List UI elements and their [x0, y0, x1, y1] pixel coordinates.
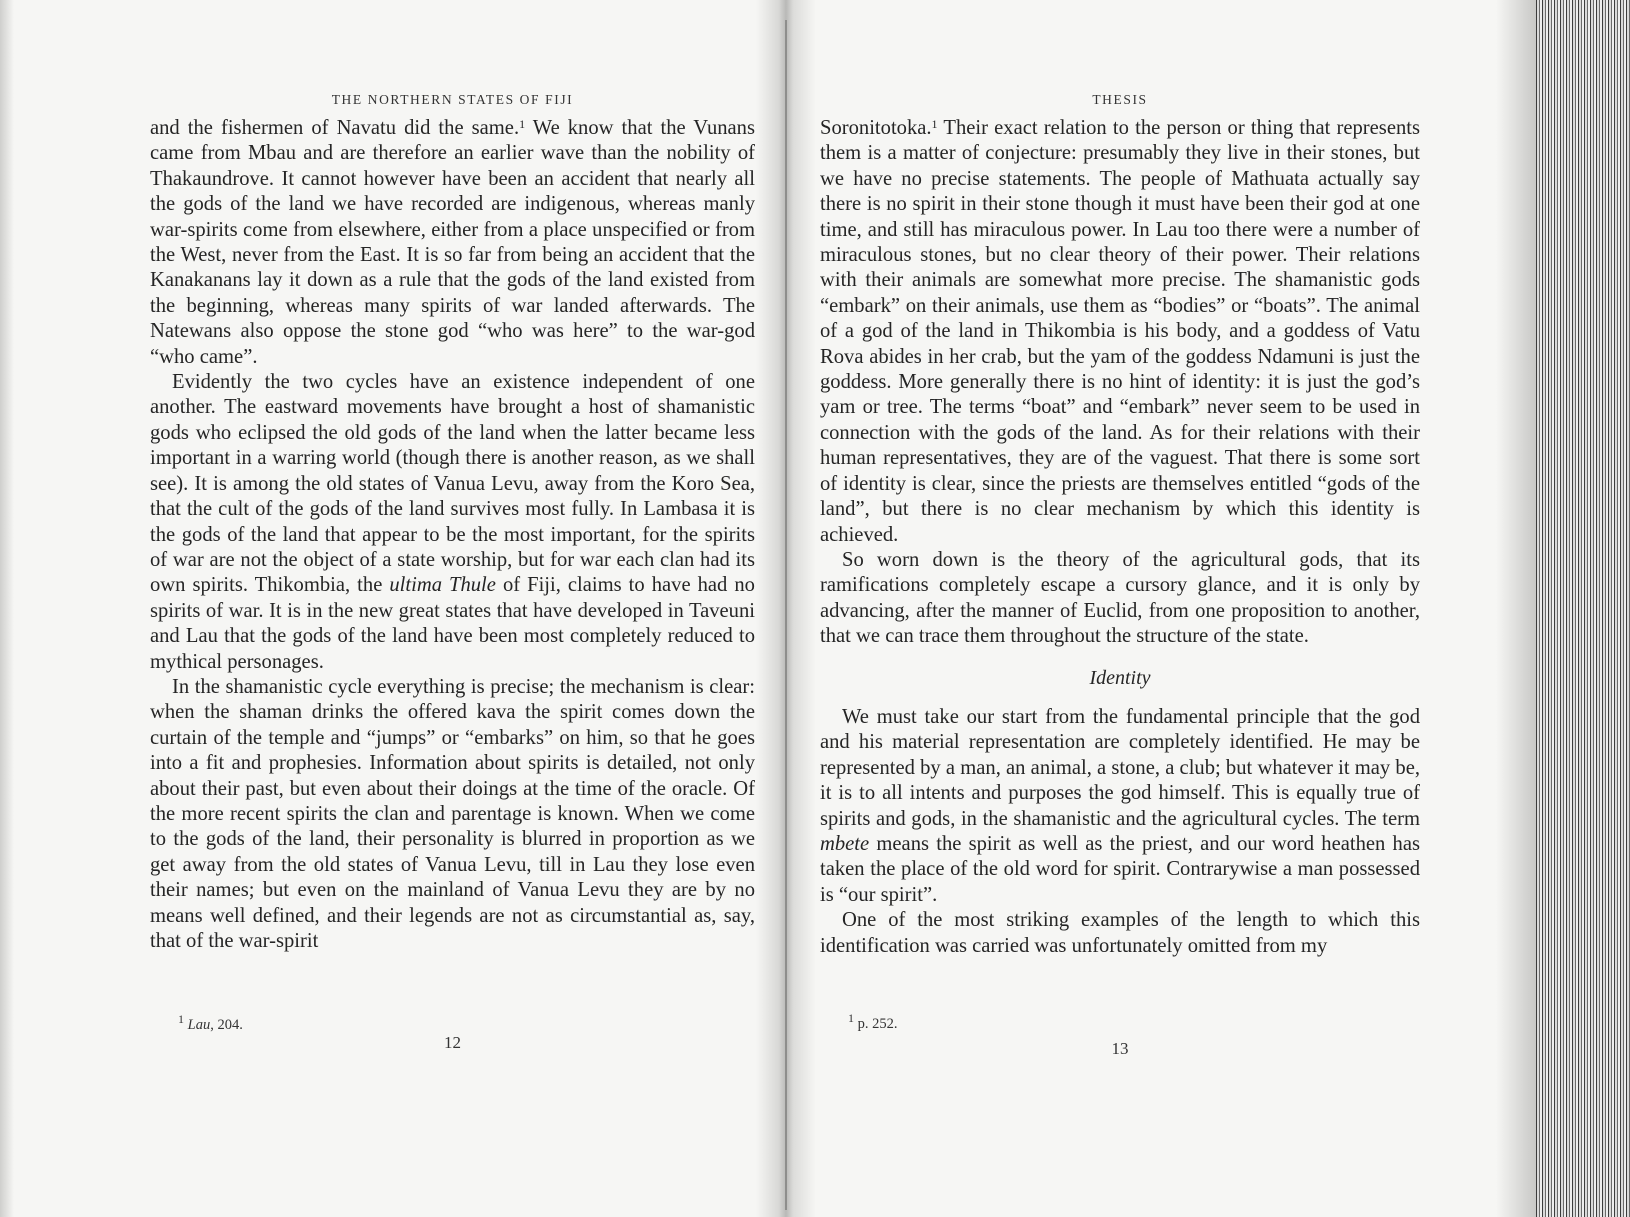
body-text — [820, 116, 1420, 959]
paragraph — [820, 705, 1420, 908]
footnote — [848, 1011, 898, 1033]
text-run: So worn down is the theory of the agricultural gods, that its ramifications completely escape a cursory glance, and it is only by advancing, after the manner of Euclid, from one proposition to another, that we can trace them throughout the structure of the state. — [820, 548, 1420, 648]
paragraph — [150, 370, 755, 675]
paragraph — [820, 548, 1420, 650]
text-run: We know that the Vunans came from Mbau and are therefore an earlier wave than the nobility of Thakaundrove. It cannot however have been an accident that nearly all the gods of the land we have recorded are indigenous, whereas manly war-spirits come from elsewhere, either from a place unspecified or from the West, never from the East. It is so far from being an accident that the Kanakanans lay it down as a rule that the gods of the land existed from the beginning, whereas many spirits of war landed afterwards. The Natewans also oppose the stone god “who was here” to the war-god “who came”. — [150, 117, 755, 368]
footnote — [178, 1012, 243, 1034]
paragraph — [820, 116, 1420, 548]
paragraph — [820, 908, 1420, 959]
running-head: THE NORTHERN STATES OF FIJI — [331, 92, 574, 107]
page-edge-shadow — [0, 0, 14, 1217]
text-run: One of the most striking examples of the length to which this identification was carried was unfortunately omitted from my — [820, 909, 1420, 957]
text-run: Soronitotoka. — [820, 117, 932, 139]
footnote-marker: 1 — [519, 117, 526, 131]
gutter-fold-line — [785, 20, 787, 1210]
page-number: 12 — [444, 1033, 461, 1052]
page-stack-edges — [1536, 0, 1630, 1217]
text-run: and the fishermen of Navatu did the same. — [150, 117, 520, 139]
text-run: We must take our start from the fundamental principle that the god and his material representation are completely identified. He may be represented by a man, an animal, a stone, a club; but whatever it may be, it is to all intents and purposes the god himself. This is equally true of spirits and gods, in the shamanistic and the agricultural cycles. The term — [820, 705, 1420, 830]
footnote-mark: 1 — [848, 1011, 854, 1025]
paragraph — [150, 675, 755, 954]
section-heading: Identity — [1089, 666, 1151, 689]
footnote-marker: 1 — [931, 117, 938, 131]
italic-phrase: mbete — [820, 832, 870, 855]
italic-phrase: ultima Thule — [389, 574, 496, 597]
page-stack-shadow — [1496, 0, 1536, 1217]
paragraph — [150, 116, 755, 370]
text-run: of Fiji, claims to have had no spirits of war. It is in the new great states that have developed in Taveuni and Lau that the gods of the land have been most completely reduced to mythical personages. — [150, 574, 755, 673]
running-head: THESIS — [1092, 92, 1148, 107]
text-run: means the spirit as well as the priest, and our word heathen has taken the place of the old word for spirit. Contrarywise a man possessed is “our spirit”. — [820, 832, 1420, 906]
body-text — [150, 116, 755, 954]
footnote-text: p. 252. — [854, 1016, 898, 1032]
right-page — [820, 0, 1420, 1217]
text-run: Evidently the two cycles have an existence independent of one another. The eastward movements have brought a host of shamanistic gods who eclipsed the old gods of the land when the latter became less important in a warring world (though there is another reason, as we shall see). It is among the old states of Vanua Levu, away from the Koro Sea, that the cult of the gods of the land survives most fully. In Lambasa it is the gods of the land that appear to be the most important, for the spirits of war are not the object of a state worship, but for war each clan had its own spirits. Thikombia, the — [150, 371, 755, 597]
text-run: Their exact relation to the person or thing that represents them is a matter of conjecture: presumably they live in their stones, but we have no precise statements. The people of Mathuata actually say there is no spirit in their stone though it must have been their god at one time, and still has miraculous power. In Lau too there were a number of miraculous stones, but no clear theory of their power. Their relations with their animals are somewhat more precise. The shamanistic gods “embark” on their animals, use them as “bodies” or “boats”. The animal of a god of the land in Thikombia is his body, and a goddess of Vatu Rova abides in her crab, but the yam of the goddess Ndamuni is just the goddess. More generally there is no hint of identity: it is just the god’s yam or tree. The terms “boat” and “embark” never seem to be used in connection with the gods of the land. As for their relations with their human representatives, they are of the vaguest. That there is some sort of identity is clear, since the priests are themselves entitled “gods of the land”, but there is no clear mechanism by which this identity is achieved. — [820, 117, 1420, 546]
text-run: In the shamanistic cycle everything is precise; the mechanism is clear: when the shaman drinks the offered kava the spirit comes down the curtain of the temple and “jumps” or “embarks” on him, so that he goes into a fit and prophesies. Information about spirits is detailed, not only about their past, but even about their doings at the time of the oracle. Of the more recent spirits the clan and parentage is known. When we come to the gods of the land, their personality is blurred in proportion as we get away from the old states of Vanua Levu, till in Lau they lose even their names; but even on the mainland of Vanua Levu they are by no means well defined, and their legends are not as circumstantial as, say, that of the war-spirit — [150, 675, 755, 952]
page-number: 13 — [1111, 1039, 1129, 1058]
footnote-reference: Lau — [187, 1017, 211, 1033]
left-page — [150, 0, 755, 1217]
footnote-text: , 204. — [210, 1017, 243, 1033]
footnote-mark: 1 — [178, 1012, 184, 1026]
